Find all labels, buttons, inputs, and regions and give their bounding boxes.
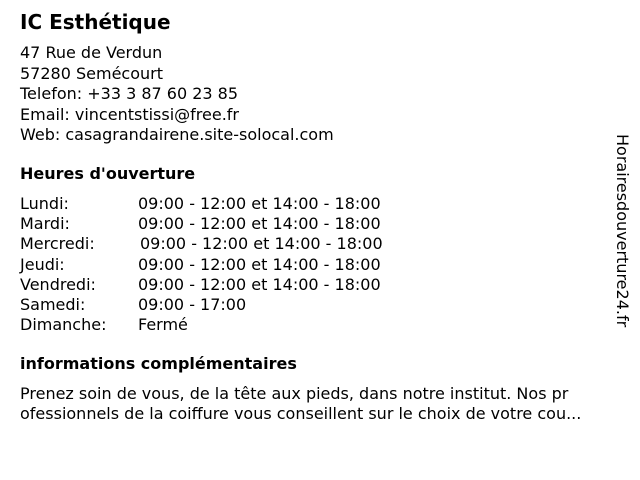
hours-day: Dimanche: [20,315,107,335]
hours-time: 09:00 - 12:00 et 14:00 - 18:00 [140,234,383,254]
hours-time: 09:00 - 17:00 [138,294,247,314]
address-street: 47 Rue de Verdun [20,43,163,62]
web-line: Web: casagrandairene.site-solocal.com [20,125,334,144]
info-heading: informations complémentaires [20,354,297,373]
hours-day: Jeudi: [20,254,65,274]
hours-day: Lundi: [20,194,69,213]
hours-time: 09:00 - 12:00 et 14:00 - 18:00 [138,194,381,213]
info-line: ofessionnels de la coiffure vous conseillent sur le choix de votre cou... [20,404,582,423]
info-line: Prenez soin de vous, de la tête aux pieds, dans notre institut. Nos pr [20,384,569,403]
hours-day: Samedi: [20,294,86,314]
email-line: Email: vincentstissi@free.fr [20,104,239,124]
address-city: 57280 Semécourt [20,63,163,83]
hours-time: 09:00 - 12:00 et 14:00 - 18:00 [138,214,381,234]
hours-day: Mercredi: [20,234,95,254]
hours-day: Vendredi: [20,274,96,294]
business-contact [20,43,334,146]
hours-time: 09:00 - 12:00 et 14:00 - 18:00 [138,254,381,274]
hours-day: Mardi: [20,214,70,234]
phone-line: Telefon: +33 3 87 60 23 85 [20,84,239,103]
hours-heading: Heures d'ouverture [20,164,196,183]
side-watermark-text: Horairesdouverture24.fr [613,134,632,328]
hours-time: 09:00 - 12:00 et 14:00 - 18:00 [138,274,381,294]
business-name: IC Esthétique [20,10,171,34]
hours-time: Fermé [138,315,188,335]
side-watermark [613,134,631,342]
info-description [20,384,632,424]
